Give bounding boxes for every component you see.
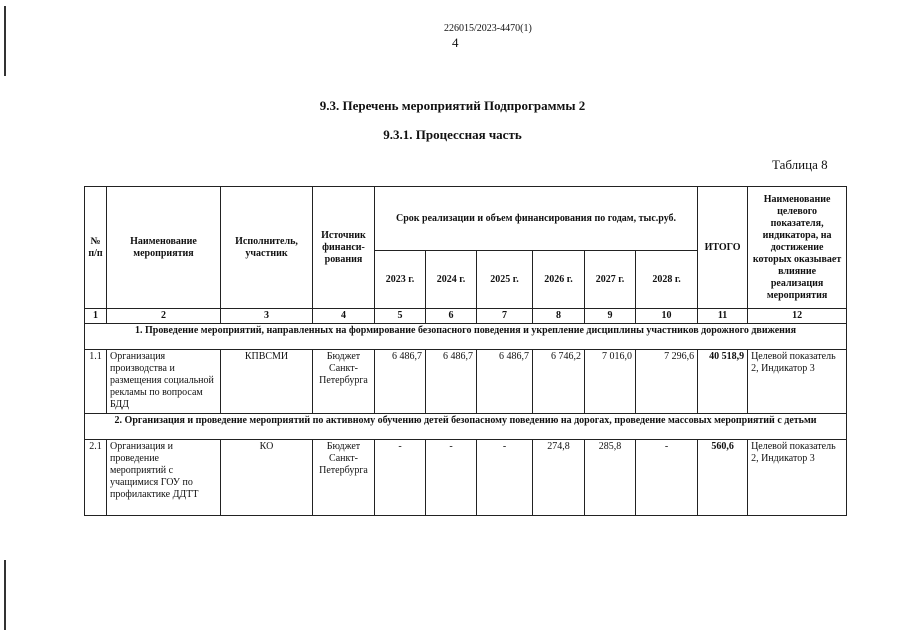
section-title-1: 1. Проведение мероприятий, направленных на формирование безопасного поведения и укрепление дисциплины участников дорожного движения bbox=[85, 324, 847, 350]
column-number: 12 bbox=[748, 309, 847, 324]
table-row bbox=[85, 350, 847, 414]
column-number: 7 bbox=[477, 309, 533, 324]
column-number: 9 bbox=[585, 309, 636, 324]
table-label: Таблица 8 bbox=[772, 157, 828, 172]
year-value: 7 016,0 bbox=[585, 350, 636, 414]
header-period: Срок реализации и объем финансирования по годам, тыс.руб. bbox=[375, 187, 698, 251]
header-year: 2026 г. bbox=[533, 251, 585, 309]
column-number-row bbox=[85, 309, 847, 324]
page-number: 4 bbox=[452, 35, 459, 50]
header-year: 2027 г. bbox=[585, 251, 636, 309]
year-value: 6 486,7 bbox=[375, 350, 426, 414]
year-value: 6 486,7 bbox=[426, 350, 477, 414]
column-number: 5 bbox=[375, 309, 426, 324]
header-executor: Исполнитель, участник bbox=[221, 187, 313, 309]
section-header-row bbox=[85, 324, 847, 350]
year-value: 274,8 bbox=[533, 440, 585, 516]
header-no: № п/п bbox=[85, 187, 107, 309]
year-value: - bbox=[636, 440, 698, 516]
header-year: 2024 г. bbox=[426, 251, 477, 309]
executor: КПВСМИ bbox=[221, 350, 313, 414]
subsection-title: 9.3.1. Процессная часть bbox=[383, 127, 522, 142]
executor: КО bbox=[221, 440, 313, 516]
column-number: 2 bbox=[107, 309, 221, 324]
column-number: 1 bbox=[85, 309, 107, 324]
year-value: - bbox=[375, 440, 426, 516]
header-source: Источник финанси-рования bbox=[313, 187, 375, 309]
column-number: 6 bbox=[426, 309, 477, 324]
total-value: 40 518,9 bbox=[698, 350, 748, 414]
column-number: 10 bbox=[636, 309, 698, 324]
document-id: 226015/2023-4470(1) bbox=[444, 23, 532, 34]
header-name: Наименование мероприятия bbox=[107, 187, 221, 309]
scan-edge-mark bbox=[4, 6, 6, 76]
indicator: Целевой показатель 2, Индикатор 3 bbox=[748, 350, 847, 414]
row-number: 2.1 bbox=[85, 440, 107, 516]
row-number: 1.1 bbox=[85, 350, 107, 414]
column-number: 3 bbox=[221, 309, 313, 324]
activities-table bbox=[84, 186, 847, 516]
section-title-2: 2. Организация и проведение мероприятий по активному обучению детей безопасному поведению на дорогах, проведение массовых мероприятий с детьми bbox=[85, 414, 847, 440]
table-row bbox=[85, 440, 847, 516]
header-indicator: Наименование целевого показателя, индикатора, на достижение которых оказывает влияние реализация мероприятия bbox=[748, 187, 847, 309]
funding-source: Бюджет Санкт-Петербурга bbox=[313, 440, 375, 516]
header-year: 2028 г. bbox=[636, 251, 698, 309]
header-year: 2025 г. bbox=[477, 251, 533, 309]
header-total: ИТОГО bbox=[698, 187, 748, 309]
funding-source: Бюджет Санкт-Петербурга bbox=[313, 350, 375, 414]
section-header-row bbox=[85, 414, 847, 440]
section-title: 9.3. Перечень мероприятий Подпрограммы 2 bbox=[319, 98, 586, 113]
total-value: 560,6 bbox=[698, 440, 748, 516]
header-year: 2023 г. bbox=[375, 251, 426, 309]
activity-name: Организация и проведение мероприятий с учащимися ГОУ по профилактике ДДТТ bbox=[107, 440, 221, 516]
year-value: 6 486,7 bbox=[477, 350, 533, 414]
column-number: 8 bbox=[533, 309, 585, 324]
column-number: 4 bbox=[313, 309, 375, 324]
activity-name: Организация производства и размещения социальной рекламы по вопросам БДД bbox=[107, 350, 221, 414]
scan-edge-mark bbox=[4, 560, 6, 630]
year-value: - bbox=[477, 440, 533, 516]
indicator: Целевой показатель 2, Индикатор 3 bbox=[748, 440, 847, 516]
year-value: 7 296,6 bbox=[636, 350, 698, 414]
year-value: 285,8 bbox=[585, 440, 636, 516]
year-value: 6 746,2 bbox=[533, 350, 585, 414]
column-number: 11 bbox=[698, 309, 748, 324]
year-value: - bbox=[426, 440, 477, 516]
